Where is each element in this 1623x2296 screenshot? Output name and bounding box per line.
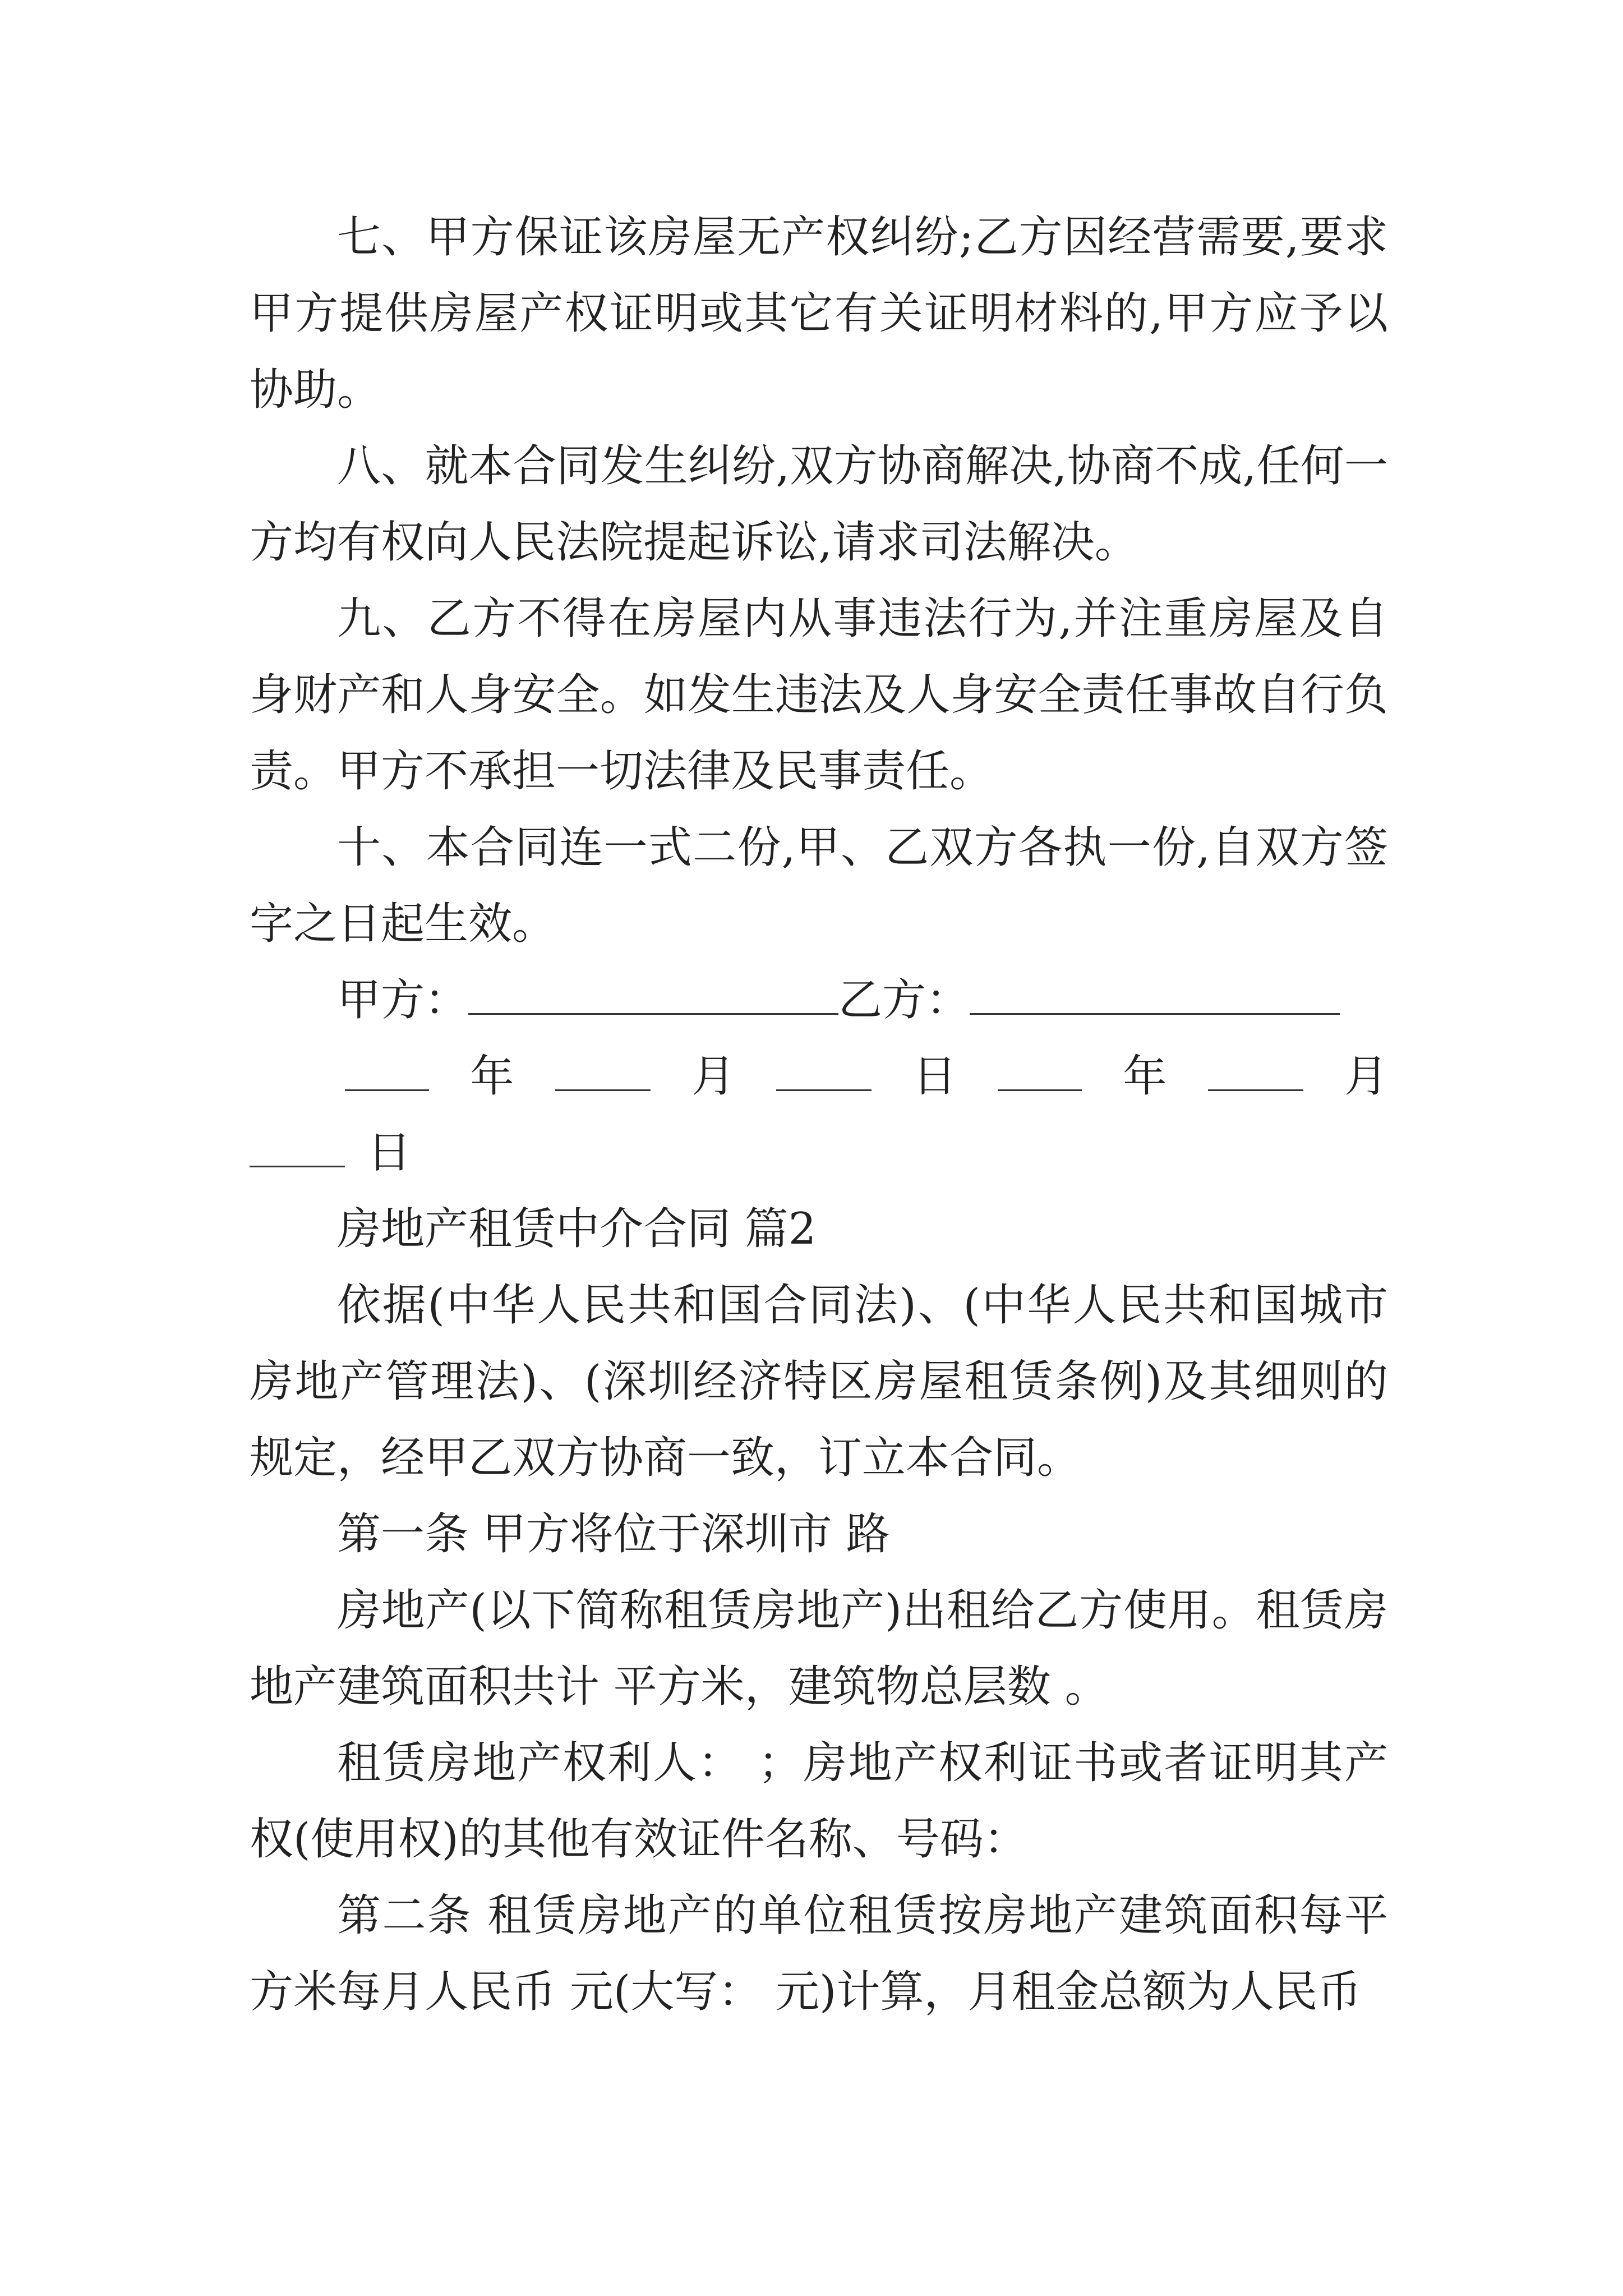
day-label-a: 日 xyxy=(912,1051,957,1102)
signature-line xyxy=(250,962,1388,1038)
year-blank-a xyxy=(345,1050,429,1091)
day-blank-b xyxy=(250,1126,345,1167)
month-label-b: 月 xyxy=(1344,1051,1388,1102)
day-label-b: 日 xyxy=(367,1128,412,1178)
year-label-a: 年 xyxy=(470,1051,514,1102)
day-blank-a xyxy=(776,1050,872,1091)
date-tail-line xyxy=(250,1115,1388,1191)
article-one: 第一条 甲方将位于深圳市 路 xyxy=(337,1509,890,1559)
month-blank-b xyxy=(1208,1050,1303,1091)
party-a-label: 甲方： xyxy=(337,975,469,1025)
clause-eight: 八、就本合同发生纠纷,双方协商解决,协商不成,任何一方均有权向人民法院提起诉讼,请求司法解决。 xyxy=(250,441,1388,568)
month-blank-a xyxy=(555,1050,651,1091)
party-a-signature-blank xyxy=(468,974,838,1015)
clause-ten: 十、本合同连一式二份,甲、乙双方各执一份,自双方签字之日起生效。 xyxy=(250,822,1388,949)
section-intro: 依据(中华人民共和国合同法)、(中华人民共和国城市房地产管理法)、(深圳经济特区房屋租赁条例)及其细则的规定，经甲乙双方协商一致，订立本合同。 xyxy=(250,1280,1388,1483)
document-body xyxy=(250,199,1388,2030)
year-blank-b xyxy=(998,1050,1082,1091)
year-label-b: 年 xyxy=(1123,1051,1167,1102)
date-line xyxy=(250,1038,1388,1115)
clause-seven: 七、甲方保证该房屋无产权纠纷;乙方因经营需要,要求甲方提供房屋产权证明或其它有关证明材料的,甲方应予以协助。 xyxy=(250,212,1388,415)
party-b-signature-blank xyxy=(970,974,1340,1015)
clause-nine: 九、乙方不得在房屋内从事违法行为,并注重房屋及自身财产和人身安全。如发生违法及人身安全责任事故自行负责。甲方不承担一切法律及民事责任。 xyxy=(250,593,1388,797)
section-heading: 房地产租赁中介合同 篇2 xyxy=(337,1204,817,1254)
article-two: 第二条 租赁房地产的单位租赁按房地产建筑面积每平方米每月人民币 元(大写： 元)计算，月租金总额为人民币 xyxy=(250,1890,1388,2017)
month-label-a: 月 xyxy=(691,1051,735,1102)
party-b-label: 乙方： xyxy=(838,975,970,1025)
property-description: 房地产(以下简称租赁房地产)出租给乙方使用。租赁房地产建筑面积共计 平方米，建筑物总层数 。 xyxy=(250,1585,1388,1712)
property-owner: 租赁房地产权利人： ；房地产权利证书或者证明其产权(使用权)的其他有效证件名称、号码： xyxy=(250,1738,1388,1865)
